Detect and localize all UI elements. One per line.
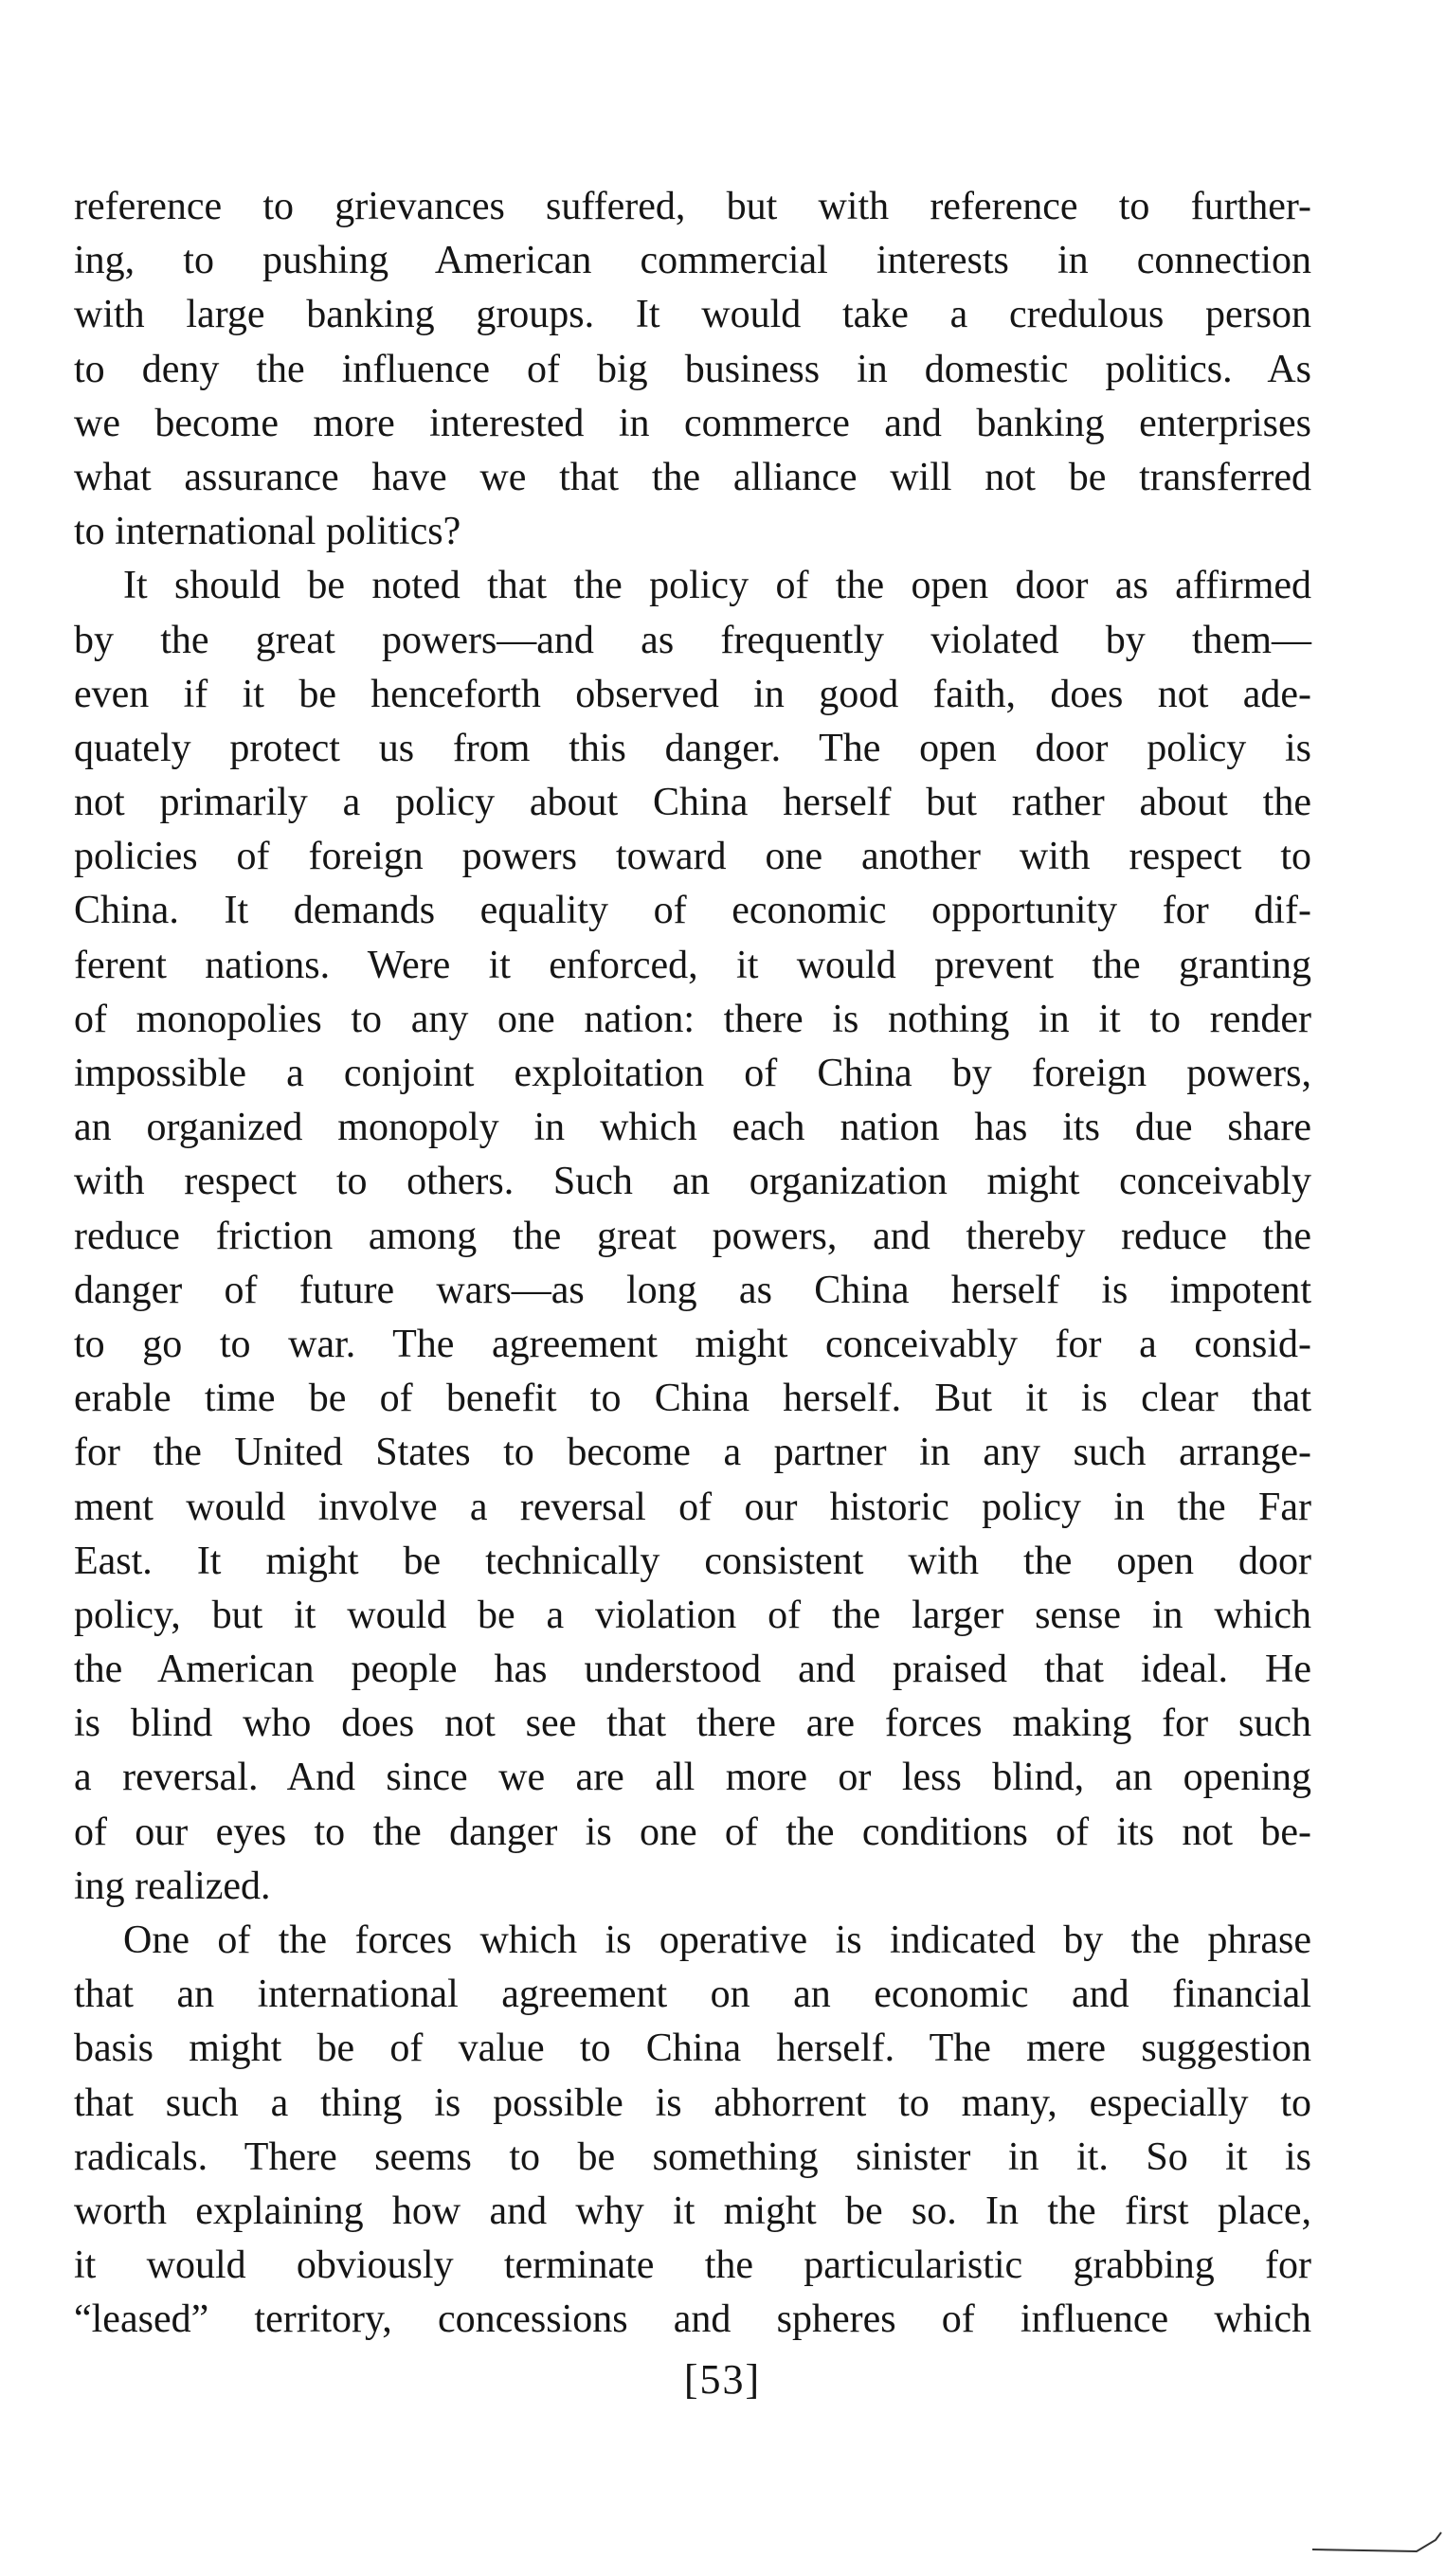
text-line: by the great powers—and as frequently violated by them— — [74, 618, 1311, 662]
text-line: of our eyes to the danger is one of the conditions of its not be- — [74, 1810, 1311, 1854]
text-line: reduce friction among the great powers, and thereby reduce the — [74, 1214, 1311, 1258]
text-line: for the United States to become a partner in any such arrange- — [74, 1431, 1311, 1475]
text-line: a reversal. And since we are all more or less blind, an opening — [74, 1756, 1311, 1800]
text-line: not primarily a policy about China herself but rather about the — [74, 781, 1311, 825]
paragraph — [74, 180, 1311, 559]
text-line: ing, to pushing American commercial interests in connection — [74, 239, 1311, 283]
text-line: to international politics? — [74, 510, 461, 554]
text-line: ferent nations. Were it enforced, it would prevent the granting — [74, 943, 1311, 987]
text-line: an organized monopoly in which each nation has its due share — [74, 1106, 1311, 1150]
text-line: basis might be of value to China herself. The mere suggestion — [74, 2027, 1311, 2071]
paragraph — [74, 559, 1311, 1914]
text-line: that an international agreement on an economic and financial — [74, 1973, 1311, 2017]
text-line: the American people has understood and praised that ideal. He — [74, 1648, 1311, 1692]
text-line: China. It demands equality of economic opportunity for dif- — [74, 889, 1311, 933]
text-line: impossible a conjoint exploitation of China by foreign powers, — [74, 1052, 1311, 1095]
text-line: reference to grievances suffered, but with reference to further- — [74, 185, 1311, 228]
text-line: it would obviously terminate the particularistic grabbing for — [74, 2243, 1311, 2288]
text-line: erable time be of benefit to China herself. But it is clear that — [74, 1377, 1311, 1421]
text-line: with respect to others. Such an organization might conceivably — [74, 1160, 1311, 1204]
text-line: even if it be henceforth observed in good faith, does not ade- — [74, 672, 1311, 716]
text-line: to deny the influence of big business in domestic politics. As — [74, 347, 1311, 391]
text-line: radicals. There seems to be something sinister in it. So it is — [74, 2135, 1311, 2179]
text-line: ing realized. — [74, 1864, 271, 1908]
text-line: of monopolies to any one nation: there is nothing in it to render — [74, 997, 1311, 1041]
text-line: One of the forces which is operative is indicated by the phrase — [123, 1918, 1311, 1962]
text-line: to go to war. The agreement might conceivably for a consid- — [74, 1322, 1311, 1366]
text-line: East. It might be technically consistent with the open door — [74, 1539, 1311, 1583]
text-line: danger of future wars—as long as China herself is impotent — [74, 1268, 1311, 1312]
text-line: with large banking groups. It would take a credulous person — [74, 293, 1311, 337]
text-line: quately protect us from this danger. The open door policy is — [74, 726, 1311, 770]
text-line: policies of foreign powers toward one another with respect to — [74, 835, 1311, 879]
paragraph — [74, 1914, 1311, 2348]
text-line: is blind who does not see that there are forces making for such — [74, 1702, 1311, 1746]
text-line: ment would involve a reversal of our historic policy in the Far — [74, 1485, 1311, 1529]
text-line: “leased” territory, concessions and spheres of influence which — [74, 2297, 1311, 2342]
page-number: [53] — [683, 2356, 762, 2403]
text-line: that such a thing is possible is abhorrent to many, especially to — [74, 2081, 1311, 2125]
text-line: worth explaining how and why it might be so. In the first place, — [74, 2189, 1311, 2233]
text-line: we become more interested in commerce and banking enterprises — [74, 401, 1311, 445]
text-line: policy, but it would be a violation of the larger sense in which — [74, 1593, 1311, 1637]
page-body — [74, 180, 1311, 2348]
text-line: what assurance have we that the alliance will not be transferred — [74, 455, 1311, 499]
corner-scan-mark — [1303, 2529, 1445, 2557]
text-line: It should be noted that the policy of the open door as affirmed — [123, 564, 1311, 608]
